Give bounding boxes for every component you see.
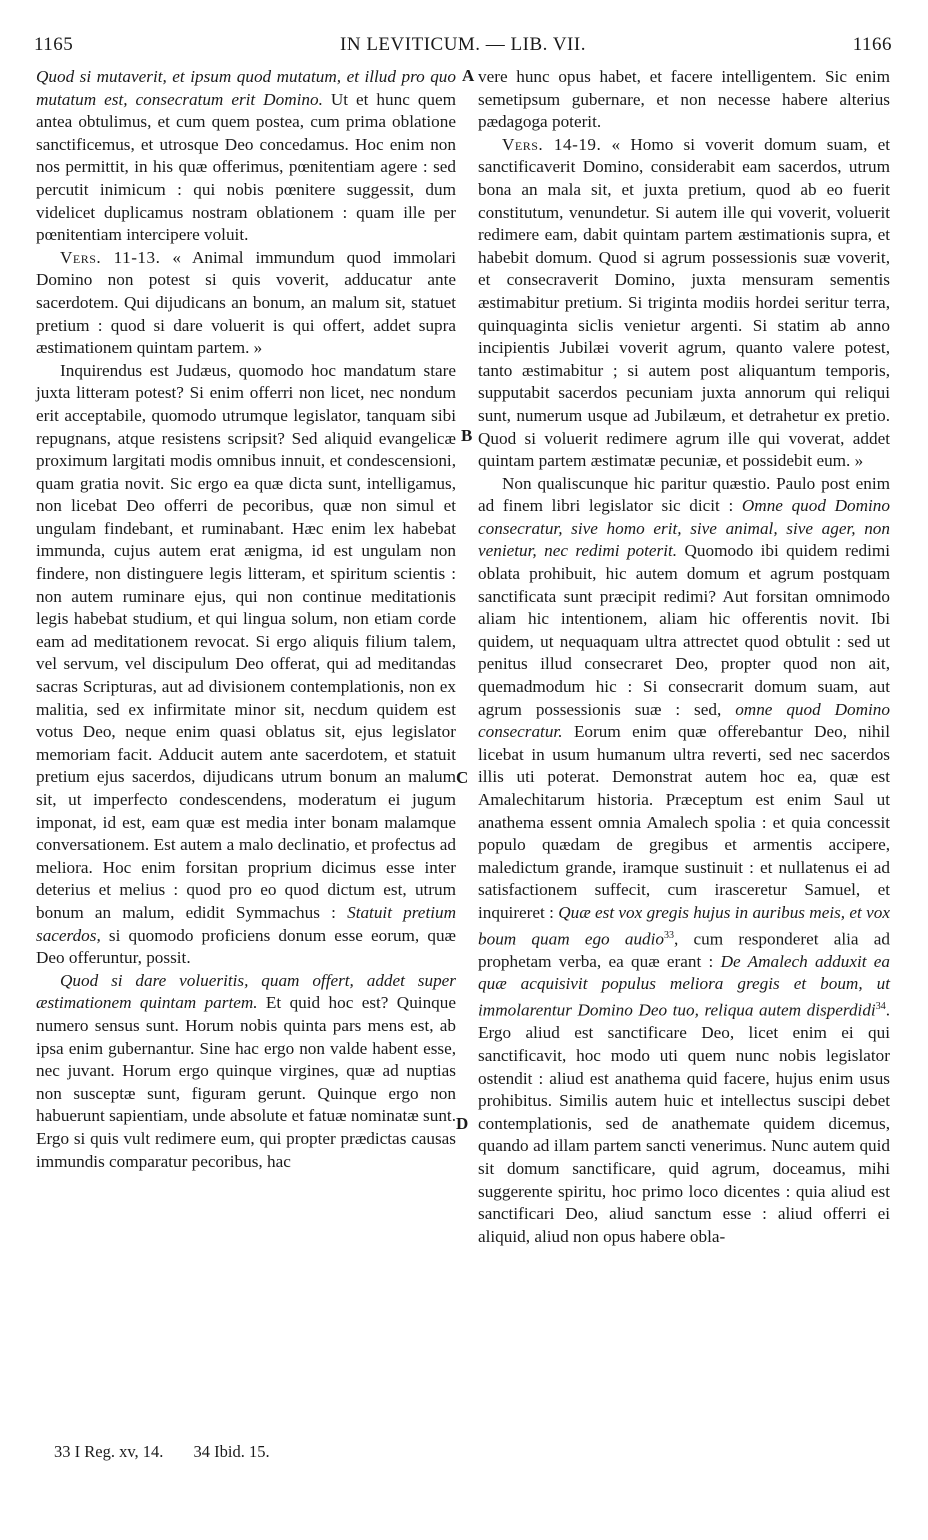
page-header	[34, 34, 892, 64]
paragraph	[36, 66, 456, 247]
verse-paragraph	[36, 247, 456, 360]
footnote-34: 34 Ibid. 15.	[193, 1442, 270, 1461]
italic-quote: Quæ est vox gregis hujus in auribus meis, et vox boum quam ego audio	[478, 902, 890, 949]
paragraph-text: . Ergo aliud est sanctificare Deo, licet enim ei qui sanctificavit, hoc modo uti quem nunc nobis legislator ostendit : aliud est anathema quid facere, hujus enim usus prohibitus. Similis autem huic et intellectus suscipi debet contemplationis, sed de anathemate quidem dicemus, quando ad illam partem sancti venerimus. Nunc autem quid sit domum sanctificare, quid agrum, doceamus, mihi suggerente spiritu, hoc primo loco dicentes : quia aliud est sanctificari Deo, aliud sanctum esse : aliud offerri ei aliquid, aliud non opus habere obla-	[478, 1000, 890, 1246]
paragraph-text: si quomodo proficiens donum esse eorum, quæ Deo offeruntur, possit.	[36, 925, 456, 968]
paragraph-text: Eorum enim quæ offerebantur Deo, nihil licebat in usum humanum ultra reverti, sed nec sacerdos illis uti poterat. Demonstrat autem hoc ea, quæ est Amalechitarum historia. Præceptum est enim Saul ut anathema essent omnia Amalech spolia : et quia concessit populo quædam de gregibus et armentis accipere, maledictum grande, iramque sustinuit : et nullatenus ei ad satisfactionem suffecit, cum irasceretur Samuel, et inquireret :	[478, 722, 890, 922]
verse-text: « Animal immundum quod immolari Domino non potest si quis voverit, adducatur ante sacerdotem. Qui dijudicans an bonum, an malum sit, statuet pretium : quod si dare voluerit is qui offert, addet supra æstimationem quintam partem. »	[36, 247, 456, 358]
footnote-ref: 34	[875, 1001, 886, 1013]
paragraph	[478, 66, 890, 134]
verse-reference: Vers. 14-19.	[502, 134, 602, 154]
paragraph-text: Ut et hunc quem antea obtulimus, et cum quem postea, cum prima oblatione sanctificemus, et utrosque Deo concedamus. Hoc enim non nos permittit, in his quæ offerimus, pœnitentiam agere : sed percutit inimicum : qui nobis pœnitere suggessit, dum videlicet duplicamus nostram oblationem : quam ille per pœnitentiam intercipere voluit.	[36, 89, 457, 245]
paragraph-text: vere hunc opus habet, et facere intelligentem. Sic enim semetipsum gubernare, et non necesse habere alterius pædagoga poterit.	[478, 67, 890, 132]
paragraph-text: Non qualiscunque hic paritur quæstio. Paulo post enim ad finem libri legislator sic dicit :	[478, 473, 890, 516]
verse-reference: Vers. 11-13.	[60, 247, 161, 267]
right-page-number: 1166	[852, 34, 892, 55]
italic-quote: Statuit pretium sacerdos,	[36, 902, 456, 945]
left-column	[36, 66, 456, 1173]
left-page-number: 1165	[34, 34, 74, 55]
paragraph-text: Et quid hoc est? Quinque numero sensus sunt. Horum nobis quinta pars mens est, ab ipsa enim gubernantur. Sine hac ergo non valde habent esse, nec juvant. Horum ergo quinque virgines, quæ ad nuptias non susceptæ sunt, figuram gerunt. Quinque ergo non habuerunt sapientiam, unde absolute et fatuæ nominatæ sunt. Ergo si quis vult redimere eum, qui propter prædictas causas immundis comparatur pecoribus, hac	[36, 993, 456, 1171]
paragraph-text: Inquirendus est Judæus, quomodo hoc mandatum stare juxta litteram potest? Si enim offerri non licet, nec nondum erit acceptabile, quomodo utrumque legislator, tanquam sibi repugnans, atque resistens scripsit? Sed aliquid evangelicæ proximum largitati modis omnibus innuit, et condescensioni, quam gratia novit. Sic ergo ea quæ dicta sunt, intelligamus, non licebat Deo offerri de pecoribus, quæ non simul et ungulam findebant, et ruminabant. Hæc enim lex habebat immunda, cujus autem erat ænigma, id est ungulam non findere, non distinguere legis litteram, et spiritum scientis : non autem ruminare ejus, qui non continue meditationis legis habebat studium, et qui lingua solum, non etiam corde eam ad meditationem revocat. Si ergo aliquis filium talem, vel servum, vel discipulum Deo offerat, qui ad meditandas sacras Scripturas, aut ad divisionem contemplationis, non ex malitia, sed ex infirmitate minor sit, necdum quidem est votus Deo, neque enim quasi oblatus sit, ejus legislator memoriam facit. Adducit autem ante sacerdotem, et statuit pretium ejus sacerdos, dijudicans utrum bonum an malum sit, ut imperfecto condescendens, moderatum ei jugum imponat, id est, eam quæ est media inter bonam malamque conversationem. Est autem a malo declinatio, et profectus ad meliora. Hoc enim forsitan proprium dicimus esse inter deterius et melius : quod pro eo quod dictum est, utrum bonum an malum, edidit Symmachus :	[36, 360, 456, 922]
paragraph	[36, 970, 456, 1173]
footnote-33: 33 I Reg. xv, 14.	[54, 1442, 164, 1461]
footnote-ref: 33	[664, 929, 675, 941]
margin-marker-d: D	[456, 1114, 469, 1133]
margin-marker-a: A	[462, 66, 475, 85]
paragraph	[478, 473, 890, 1249]
footnotes	[54, 1442, 296, 1462]
italic-quote: De Amalech adduxit ea quæ acquisivit populus meliora gregis et boum, ut immolarentur Domino Deo tuo, reliqua autem disperdidi	[478, 951, 891, 1020]
verse-paragraph	[478, 134, 890, 473]
italic-quote: Omne quod Domino consecratur, sive homo erit, sive animal, sive ager, non venietur, nec redimi poterit.	[478, 496, 890, 561]
paragraph-text: Quomodo ibi quidem redimi oblata prohibuit, hic autem domum et agrum postquam sanctificata sunt præcipit redimi? Aut forsitan omnimodo aliam hic intentionem, aliam hic offerentis novit. Ibi quidem, ut nequaquam ultra attrectet quod obtulit : sed ut penitus illud consecraret Deo, propter quod non ait, quemadmodum hic : Si consecrarit domum suam, aut agrum possessionis suæ : sed,	[478, 541, 890, 719]
paragraph	[36, 360, 456, 970]
verse-text: « Homo si voverit domum suam, et sanctificaverit Domino, considerabit eam sacerdos, utrum bona an mala sit, et juxta pretium, quod ab eo fuerit constitutum, venundetur. Si autem ille qui voverit, voluerit redimere eam, dabit quintam partem æstimationis supra, et habebit domum. Quod si agrum possessionis suæ voverit, et consecraverit Domino, juxta mensuram sementis æstimabitur pretium. Si triginta modiis hordei seritur terra, quinquaginta siclis venietur argenti. Si statim ab anno incipientis Jubilæi voverit agrum, quanto valere potest, tanto æstimabitur ; si autem post aliquantum temporis, supputabit sacerdos pecuniam juxta annorum qui reliqui sunt, numerum usque ad Jubilæum, et detrahetur ex pretio. Quod si voluerit redimere agrum ille qui voverat, addet quintam partem æstimatæ pecuniæ, et possidebit eum. »	[478, 134, 890, 471]
right-column	[478, 66, 890, 1248]
margin-marker-c: C	[456, 768, 469, 787]
italic-quote: omne quod Domino consecratur.	[478, 699, 890, 742]
italic-quote: Quod si dare volueritis, quam offert, addet super æstimationem quintam partem.	[36, 970, 456, 1013]
margin-marker-b: B	[461, 426, 473, 445]
paragraph-text: , cum responderet alia ad prophetam verba, ea quæ erant :	[478, 929, 891, 971]
italic-quote: Quod si mutaverit, et ipsum quod mutatum, et illud pro quo mutatum est, consecratum erit Domino.	[36, 67, 456, 109]
running-title: IN LEVITICUM. — LIB. VII.	[340, 34, 586, 55]
